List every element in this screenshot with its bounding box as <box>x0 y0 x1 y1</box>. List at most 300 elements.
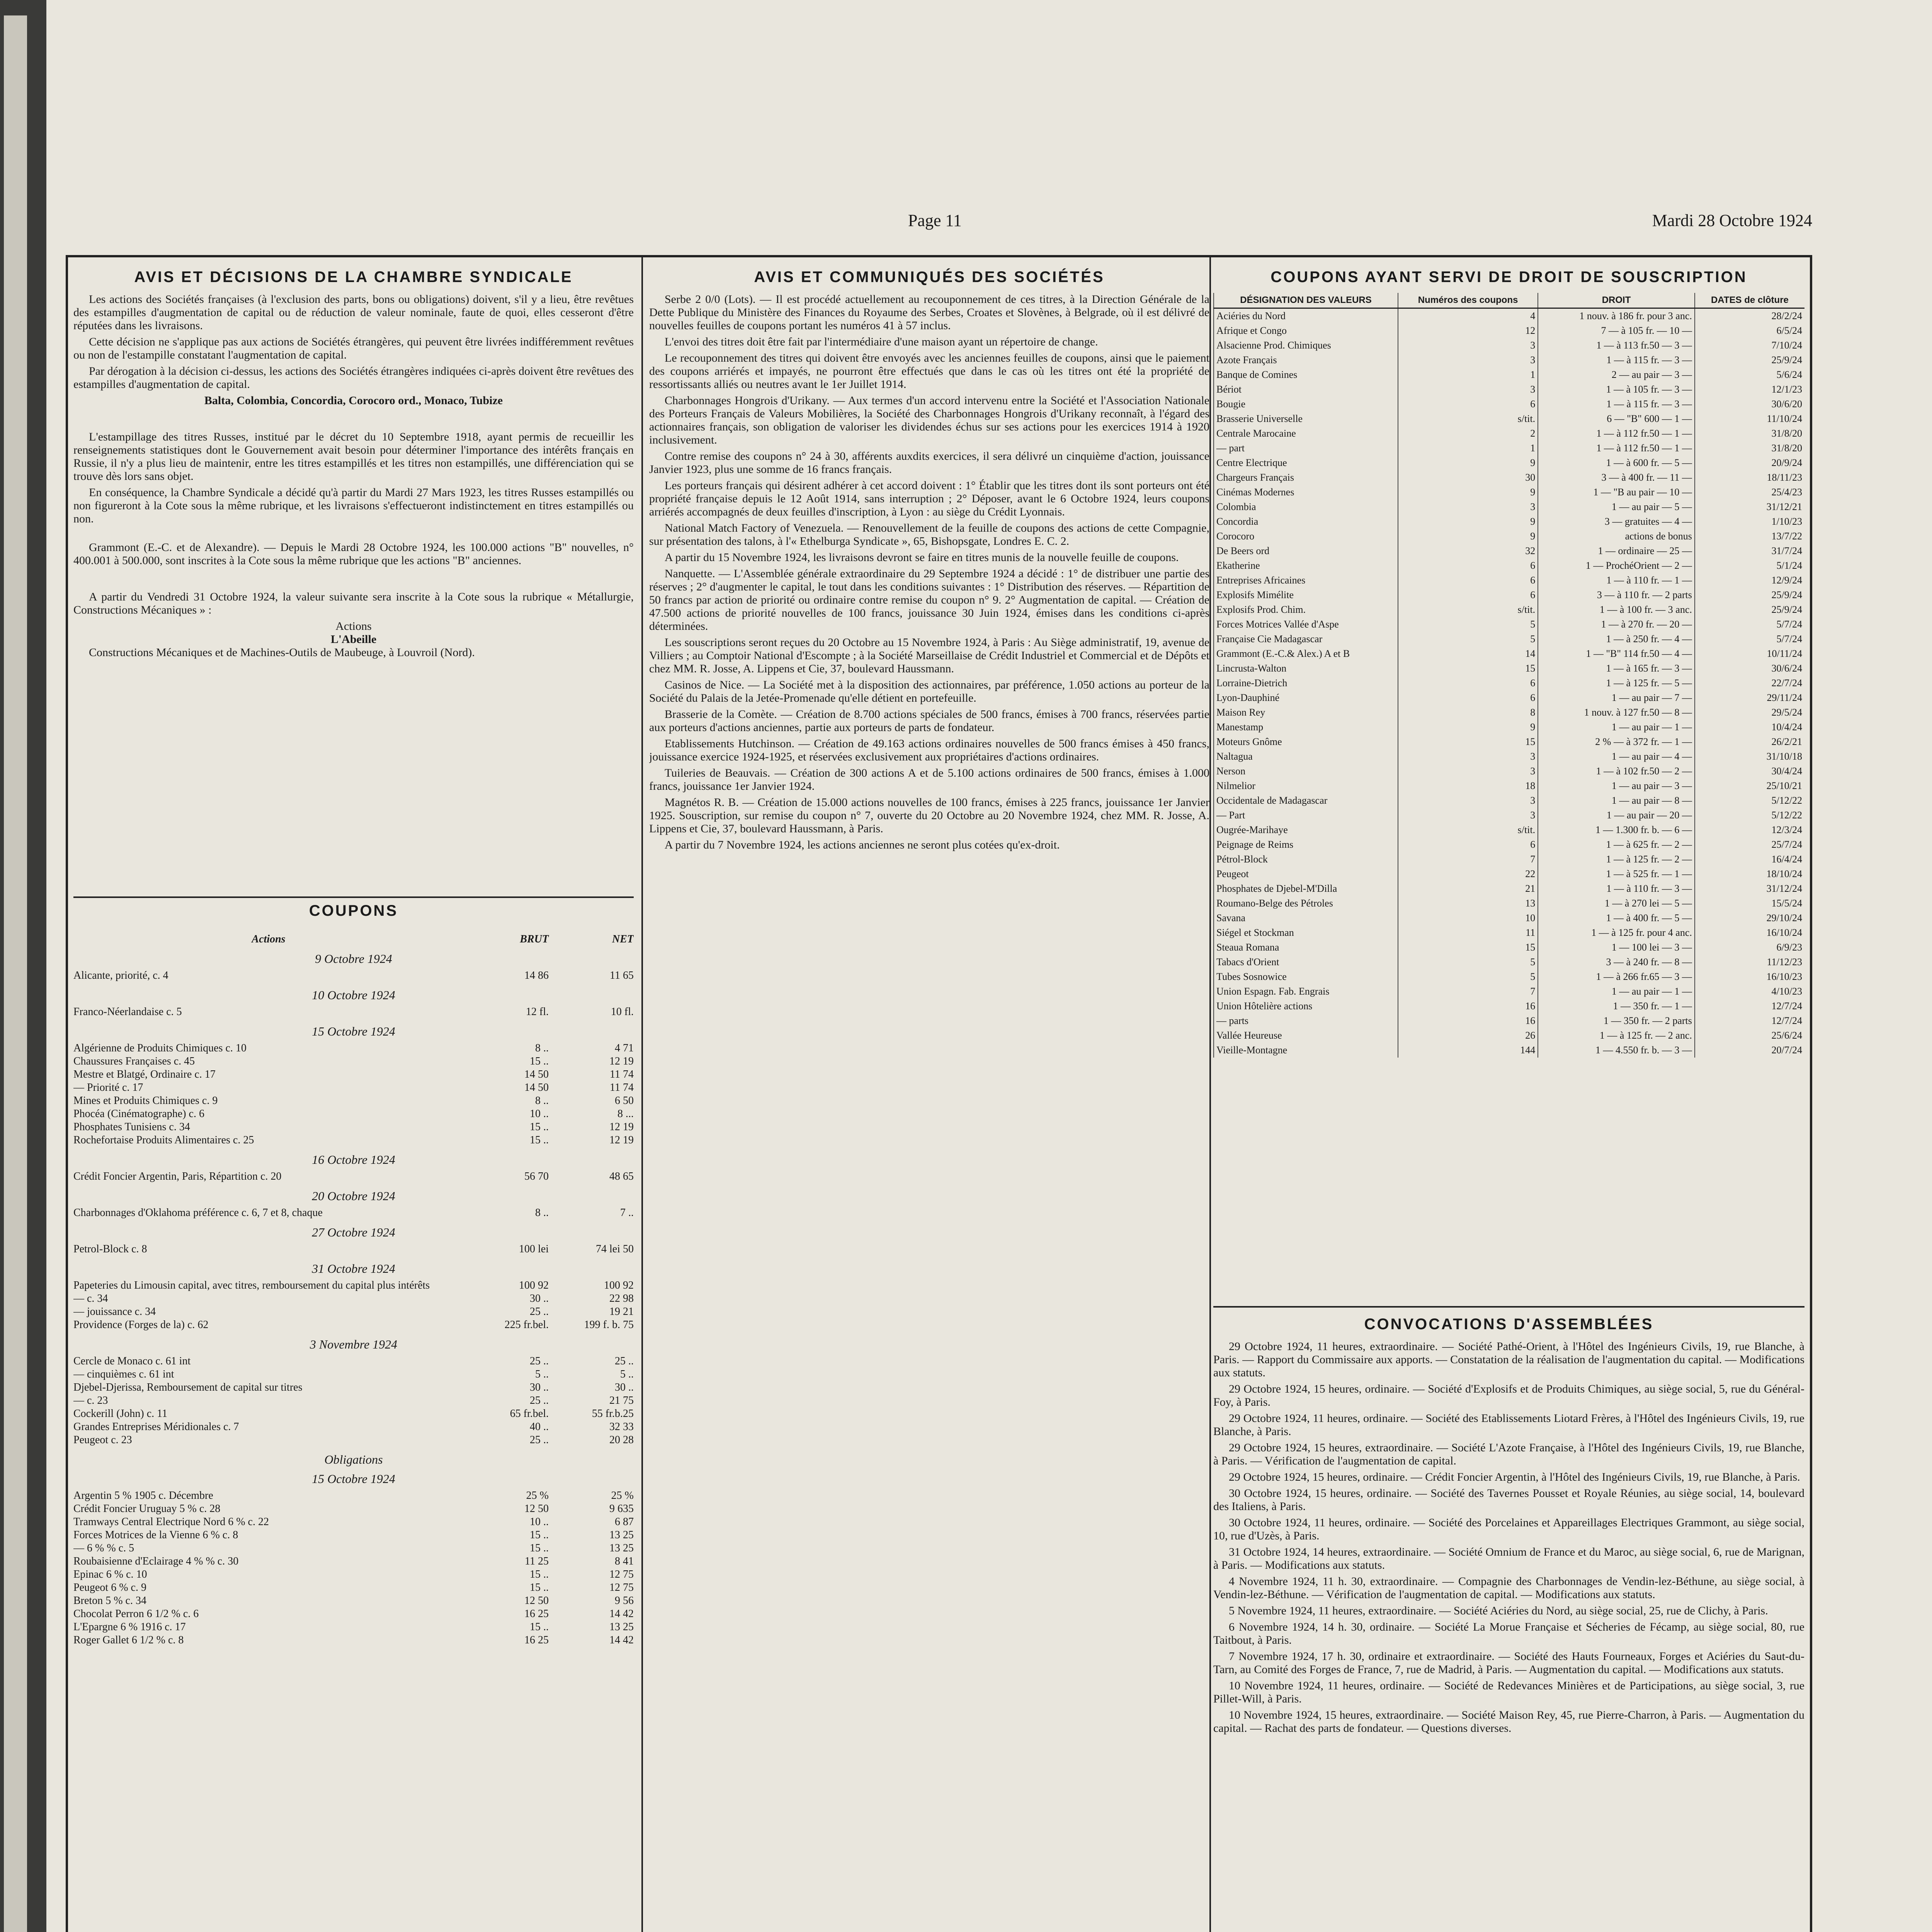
table-cell: 6 <box>1398 837 1538 852</box>
table-cell: 1 — à 125 fr. — 2 — <box>1538 852 1695 867</box>
coupon-net: 6 50 <box>615 1095 634 1107</box>
table-row <box>1214 514 1804 529</box>
table-cell: Centrale Marocaine <box>1214 426 1398 441</box>
coupon-name: Franco-Néerlandaise c. 5 <box>73 1006 182 1018</box>
table-cell: Lincrusta-Walton <box>1214 661 1398 676</box>
paragraph: Brasserie de la Comète. — Création de 8.700 actions spéciales de 500 francs, émises à 700 francs, réservées partie aux porteurs d'actions anciennes, partie aux porteurs de parts de fondateur. <box>649 708 1209 734</box>
column-coupons-souscription <box>1213 267 1804 1932</box>
table-cell: Union Hôtelière actions <box>1214 999 1398 1014</box>
table-cell: 6 <box>1398 588 1538 602</box>
table-row <box>1214 544 1804 558</box>
table-cell: Lorraine-Dietrich <box>1214 676 1398 690</box>
coupon-brut: 12 50 <box>524 1503 549 1515</box>
paragraph: L'envoi des titres doit être fait par l'intermédiaire d'une maison ayant un répertoire de change. <box>665 335 1098 348</box>
paragraph: Serbe 2 0/0 (Lots). — Il est procédé actuellement au recouponnement de ces titres, à la Direction Générale de la Dette Publique du Ministère des Finances du Royaume des Serbes, Croates et Slovènes, à Belgrade, où il est délivré de nouvelles feuilles de coupons portant les numéros 41 à 57 inclus. <box>649 293 1209 332</box>
coupon-net: 13 25 <box>609 1621 634 1633</box>
table-row <box>1214 338 1804 353</box>
coupon-net: 12 75 <box>609 1568 634 1580</box>
table-row <box>1214 793 1804 808</box>
coupon-net: 100 92 <box>604 1279 634 1291</box>
souscription-table <box>1213 293 1804 1058</box>
coupon-row <box>73 1292 634 1305</box>
table-cell: 5/6/24 <box>1695 367 1804 382</box>
table-row <box>1214 617 1804 632</box>
table-cell: Savana <box>1214 911 1398 925</box>
table-cell: s/tit. <box>1398 823 1538 837</box>
coupon-brut: 16 25 <box>524 1608 549 1620</box>
coupons-header <box>73 933 634 946</box>
col-header: Numéros des coupons <box>1398 293 1538 308</box>
table-cell: 15/5/24 <box>1695 896 1804 911</box>
paragraph: 10 Novembre 1924, 15 heures, extraordinaire. — Société Maison Rey, 45, rue Pierre-Charron, à Paris. — Augmentation du capital. — Rachat des parts de fondateur. — Questions diverses. <box>1213 1709 1804 1735</box>
coupon-row <box>73 1621 634 1634</box>
paragraph: Magnétos R. B. — Création de 15.000 actions nouvelles de 100 francs, émises à 225 francs, jouissance 1er Janvier 1925. Souscription, sur remise du coupon n° 7, ouverte du 20 Octobre au 20 Novembre 1924, chez MM. R. Josse, A. Lippens et Cie, 37, boulevard Haussmann, à Paris. <box>649 796 1209 835</box>
table-cell: 6 — "B" 600 — 1 — <box>1538 412 1695 426</box>
table-cell: Forces Motrices Vallée d'Aspe <box>1214 617 1398 632</box>
table-cell: 1 — à 115 fr. — 3 — <box>1538 397 1695 412</box>
table-row <box>1214 353 1804 367</box>
convocations-section <box>1213 1314 1804 1738</box>
table-row <box>1214 646 1804 661</box>
coupon-net: 12 19 <box>609 1055 634 1067</box>
table-cell: Vieille-Montagne <box>1214 1043 1398 1058</box>
group-date: 15 Octobre 1924 <box>312 1024 395 1038</box>
table-cell: Vallée Heureuse <box>1214 1028 1398 1043</box>
paragraph: A partir du Vendredi 31 Octobre 1924, la valeur suivante sera inscrite à la Cote sous la rubrique « Métallurgie, Constructions Mécaniques » : <box>73 590 634 616</box>
coupon-name: Tramways Central Electrique Nord 6 % c. 22 <box>73 1516 269 1528</box>
coupon-row <box>73 1502 634 1515</box>
table-cell: Centre Electrique <box>1214 456 1398 470</box>
coupon-row <box>73 1434 634 1447</box>
coupon-net: 6 87 <box>615 1516 634 1528</box>
table-row <box>1214 823 1804 837</box>
section-title: CONVOCATIONS D'ASSEMBLÉES <box>1364 1316 1654 1333</box>
paragraph: 5 Novembre 1924, 11 heures, extraordinaire. — Société Aciéries du Nord, au siège social, 25, rue de Clichy, à Paris. <box>1229 1604 1768 1617</box>
coupon-row <box>73 1355 634 1368</box>
table-row <box>1214 500 1804 514</box>
table-cell: Steaua Romana <box>1214 940 1398 955</box>
coupon-brut: 15 .. <box>530 1542 549 1554</box>
table-row <box>1214 969 1804 984</box>
coupon-name: — cinquièmes c. 61 int <box>73 1368 174 1380</box>
table-row <box>1214 881 1804 896</box>
coupon-net: 14 42 <box>609 1608 634 1620</box>
table-cell: 1 — 1.300 fr. b. — 6 — <box>1538 823 1695 837</box>
coupon-row <box>73 1542 634 1555</box>
coupon-row <box>73 1094 634 1107</box>
table-cell: 1 — ProchéOrient — 2 — <box>1538 558 1695 573</box>
table-cell: 7 — à 105 fr. — 10 — <box>1538 323 1695 338</box>
coupon-brut: 14 50 <box>524 1082 549 1094</box>
coupon-net: 14 42 <box>609 1634 634 1646</box>
table-row <box>1214 573 1804 588</box>
table-cell: 5/12/22 <box>1695 808 1804 823</box>
table-cell: 5/12/22 <box>1695 793 1804 808</box>
table-cell: Entreprises Africaines <box>1214 573 1398 588</box>
table-cell: 12/3/24 <box>1695 823 1804 837</box>
table-cell: 20/7/24 <box>1695 1043 1804 1058</box>
coupon-name: Cockerill (John) c. 11 <box>73 1408 168 1420</box>
table-cell: Maison Rey <box>1214 705 1398 720</box>
table-row <box>1214 676 1804 690</box>
coupon-row <box>73 1555 634 1568</box>
table-cell: 3 — gratuites — 4 — <box>1538 514 1695 529</box>
table-row <box>1214 720 1804 735</box>
table-cell: Ekatherine <box>1214 558 1398 573</box>
table-cell: Banque de Comines <box>1214 367 1398 382</box>
table-row <box>1214 441 1804 456</box>
coupon-name: Chaussures Françaises c. 45 <box>73 1055 195 1067</box>
table-cell: 22 <box>1398 867 1538 881</box>
coupon-row <box>73 1107 634 1121</box>
table-cell: Française Cie Madagascar <box>1214 632 1398 646</box>
section-title: AVIS ET COMMUNIQUÉS DES SOCIÉTÉS <box>754 269 1105 286</box>
paragraph: 31 Octobre 1924, 14 heures, extraordinaire. — Société Omnium de France et du Maroc, au siège social, 6, rue de Marignan, à Paris. — Modifications aux statuts. <box>1213 1546 1804 1571</box>
paragraph: Nanquette. — L'Assemblée générale extraordinaire du 29 Septembre 1924 a décidé : 1° de distribuer une partie des réserves ; 2° d'augmenter le capital, le tout dans les conditions suivantes : 1° Distribution des réserves. — Répartition de 50 francs par action de priorité ou ordinaire contre remise du coupon n° 9. 2° Augmentation de capital. — Création de 47.500 actions de priorité nouvelles de 100 francs, jouissance 30 Juin 1924, émises dans les conditions ci-après déterminées. <box>649 567 1209 633</box>
table-cell: 28/2/24 <box>1695 308 1804 324</box>
coupon-net: 9 635 <box>609 1503 634 1515</box>
paragraph: Contre remise des coupons n° 24 à 30, afférents auxdits exercices, il sera délivré un cinquième d'action, jouissance Janvier 1923, plus une somme de 16 francs français. <box>649 450 1209 476</box>
coupon-name: — jouissance c. 34 <box>73 1306 156 1318</box>
coupon-brut: 10 .. <box>530 1516 549 1528</box>
paragraph: Tuileries de Beauvais. — Création de 300 actions A et de 5.100 actions ordinaires de 500 francs, émises à 1.000 francs, jouissance 1er Janvier 1924. <box>649 767 1209 793</box>
table-cell: 3 <box>1398 338 1538 353</box>
table-row <box>1214 896 1804 911</box>
table-row <box>1214 1043 1804 1058</box>
table-cell: 6/9/23 <box>1695 940 1804 955</box>
table-cell: 2 — au pair — 3 — <box>1538 367 1695 382</box>
header-net: NET <box>612 933 634 945</box>
paragraph: Casinos de Nice. — La Société met à la disposition des actionnaires, par préférence, 1.050 actions au porteur de la Société du Palais de la Jetée-Promenade qu'elle détient en portefeuille. <box>649 679 1209 704</box>
table-cell: 1 — 350 fr. — 1 — <box>1538 999 1695 1014</box>
table-cell: Pétrol-Block <box>1214 852 1398 867</box>
table-row <box>1214 602 1804 617</box>
table-cell: Corocoro <box>1214 529 1398 544</box>
coupon-row <box>73 1055 634 1068</box>
section-title: COUPONS <box>309 902 398 919</box>
group-date: 15 Octobre 1924 <box>312 1472 395 1486</box>
table-cell: 9 <box>1398 514 1538 529</box>
table-cell: 6/5/24 <box>1695 323 1804 338</box>
coupon-row <box>73 1243 634 1256</box>
paragraph: 30 Octobre 1924, 11 heures, ordinaire. — Société des Porcelaines et Appareillages Electriques Grammont, au siège social, 10, rue d'Uzès, à Paris. <box>1213 1516 1804 1542</box>
coupon-brut: 15 .. <box>530 1055 549 1067</box>
group-date: 31 Octobre 1924 <box>312 1262 395 1276</box>
table-cell: 16 <box>1398 1014 1538 1028</box>
paragraph: 10 Novembre 1924, 11 heures, ordinaire. — Société de Redevances Minières et de Participations, au siège social, 3, rue Pillet-Will, à Paris. <box>1213 1679 1804 1705</box>
coupon-row <box>73 1305 634 1318</box>
coupon-brut: 25 .. <box>530 1395 549 1406</box>
coupon-brut: 25 % <box>526 1490 549 1502</box>
table-cell: 3 <box>1398 500 1538 514</box>
issue-date: Mardi 28 Octobre 1924 <box>1652 211 1812 230</box>
column-divider <box>1209 255 1211 1932</box>
binding-gutter <box>0 0 46 1932</box>
coupon-brut: 12 fl. <box>526 1006 549 1018</box>
coupon-brut: 100 lei <box>519 1243 549 1255</box>
table-cell: 1 — à 113 fr.50 — 3 — <box>1538 338 1695 353</box>
coupon-brut: 15 .. <box>530 1582 549 1594</box>
coupon-row <box>73 969 634 982</box>
table-cell: 12 <box>1398 323 1538 338</box>
table-cell: 1 — à 125 fr. — 5 — <box>1538 676 1695 690</box>
table-row <box>1214 558 1804 573</box>
col-header: DATES de clôture <box>1695 293 1804 308</box>
paragraph: 29 Octobre 1924, 11 heures, extraordinaire. — Société Pathé-Orient, à l'Hôtel des Ingénieurs Civils, 19, rue Blanche, à Paris. — Rapport du Commissaire aux apports. — Constatation de la réalisation de l'augmentation du capital. — Modifications aux statuts. <box>1213 1340 1804 1379</box>
table-cell: Afrique et Congo <box>1214 323 1398 338</box>
coupon-net: 11 74 <box>610 1068 634 1080</box>
table-cell: 1 — à 400 fr. — 5 — <box>1538 911 1695 925</box>
table-cell: 5 <box>1398 632 1538 646</box>
table-cell: 1 — au pair — 8 — <box>1538 793 1695 808</box>
table-cell: 5 <box>1398 969 1538 984</box>
coupon-brut: 100 92 <box>519 1279 549 1291</box>
table-cell: 1 <box>1398 441 1538 456</box>
coupon-name: Mestre et Blatgé, Ordinaire c. 17 <box>73 1068 216 1080</box>
table-cell: Naltagua <box>1214 749 1398 764</box>
coupon-row <box>73 1081 634 1094</box>
table-cell: Cinémas Modernes <box>1214 485 1398 500</box>
table-cell: Bougie <box>1214 397 1398 412</box>
coupon-net: 48 65 <box>609 1170 634 1182</box>
coupon-row <box>73 1394 634 1407</box>
paragraph: A partir du 7 Novembre 1924, les actions anciennes ne seront plus cotées qu'ex-droit. <box>665 838 1060 851</box>
table-cell: 9 <box>1398 456 1538 470</box>
coupon-row <box>73 1368 634 1381</box>
coupon-brut: 8 .. <box>535 1095 549 1107</box>
coupon-net: 11 74 <box>610 1082 634 1094</box>
coupon-name: Crédit Foncier Argentin, Paris, Répartition c. 20 <box>73 1170 282 1182</box>
table-cell: 1 — à 525 fr. — 1 — <box>1538 867 1695 881</box>
table-cell: 1 — à 110 fr. — 1 — <box>1538 573 1695 588</box>
table-cell: 10/11/24 <box>1695 646 1804 661</box>
table-cell: 6 <box>1398 676 1538 690</box>
table-row <box>1214 382 1804 397</box>
coupon-net: 21 75 <box>609 1395 634 1406</box>
societes-list <box>649 293 1209 852</box>
coupon-name: Mines et Produits Chimiques c. 9 <box>73 1095 218 1107</box>
table-cell: 4 <box>1398 308 1538 324</box>
group-date: 10 Octobre 1924 <box>312 988 395 1002</box>
table-cell: 29/5/24 <box>1695 705 1804 720</box>
table-cell: 25/10/21 <box>1695 779 1804 793</box>
table-cell: 32 <box>1398 544 1538 558</box>
table-cell: 1 — au pair — 3 — <box>1538 779 1695 793</box>
column-avis-societes <box>649 267 1209 1932</box>
table-cell: 13 <box>1398 896 1538 911</box>
table-cell: 1 — à 125 fr. — 2 anc. <box>1538 1028 1695 1043</box>
coupon-brut: 16 25 <box>524 1634 549 1646</box>
table-cell: 16/10/23 <box>1695 969 1804 984</box>
table-cell: Roumano-Belge des Pétroles <box>1214 896 1398 911</box>
table-cell: 5 <box>1398 955 1538 969</box>
coupon-net: 19 21 <box>609 1306 634 1318</box>
coupon-net: 30 .. <box>615 1381 634 1393</box>
table-cell: Lyon-Dauphiné <box>1214 690 1398 705</box>
table-cell: 1 — à 165 fr. — 3 — <box>1538 661 1695 676</box>
table-row <box>1214 984 1804 999</box>
table-cell: 1 — à 112 fr.50 — 1 — <box>1538 426 1695 441</box>
table-cell: 9 <box>1398 720 1538 735</box>
table-row <box>1214 955 1804 969</box>
table-cell: 15 <box>1398 940 1538 955</box>
table-cell: 10 <box>1398 911 1538 925</box>
coupon-brut: 12 50 <box>524 1595 549 1607</box>
table-cell: Peugeot <box>1214 867 1398 881</box>
table-cell: 31/12/24 <box>1695 881 1804 896</box>
table-cell: Alsacienne Prod. Chimiques <box>1214 338 1398 353</box>
table-cell: 25/6/24 <box>1695 1028 1804 1043</box>
table-cell: 22/7/24 <box>1695 676 1804 690</box>
table-cell: 1 — à 102 fr.50 — 2 — <box>1538 764 1695 779</box>
table-cell: 3 — à 400 fr. — 11 — <box>1538 470 1695 485</box>
coupon-net: 32 33 <box>609 1421 634 1433</box>
coupon-row <box>73 1634 634 1647</box>
header-brut: BRUT <box>520 933 549 945</box>
coupon-net: 10 fl. <box>611 1006 634 1018</box>
table-cell: 10/4/24 <box>1695 720 1804 735</box>
table-row <box>1214 690 1804 705</box>
coupon-net: 74 lei 50 <box>596 1243 634 1255</box>
coupon-net: 13 25 <box>609 1529 634 1541</box>
paragraph: 30 Octobre 1924, 15 heures, ordinaire. — Société des Tavernes Pousset et Royale Réunies, au siège social, 14, boulevard des Italiens, à Paris. <box>1213 1487 1804 1513</box>
table-cell: 9 <box>1398 485 1538 500</box>
table-cell: 29/11/24 <box>1695 690 1804 705</box>
table-row <box>1214 367 1804 382</box>
table-row <box>1214 925 1804 940</box>
coupon-row <box>73 1042 634 1055</box>
coupon-brut: 8 .. <box>535 1042 549 1054</box>
table-row <box>1214 735 1804 749</box>
paragraph: 6 Novembre 1924, 14 h. 30, ordinaire. — Société La Morue Française et Sécheries de Fécamp, au siège social, 80, rue Taitbout, à Paris. <box>1213 1621 1804 1646</box>
table-row <box>1214 426 1804 441</box>
coupon-net: 55 fr.b.25 <box>592 1408 634 1420</box>
table-cell: 144 <box>1398 1043 1538 1058</box>
table-cell: 3 <box>1398 382 1538 397</box>
coupon-name: — Priorité c. 17 <box>73 1082 143 1094</box>
table-row <box>1214 749 1804 764</box>
table-row <box>1214 705 1804 720</box>
table-cell: 30/6/20 <box>1695 397 1804 412</box>
table-row <box>1214 323 1804 338</box>
coupon-brut: 30 .. <box>530 1381 549 1393</box>
table-cell: Siégel et Stockman <box>1214 925 1398 940</box>
coupon-name: Phocéa (Cinématographe) c. 6 <box>73 1108 204 1120</box>
paragraph: Par dérogation à la décision ci-dessus, les actions des Sociétés étrangères indiquées ci-après doivent être revêtues des estampilles d'augmentation de capital. <box>73 365 634 391</box>
coupon-row <box>73 1594 634 1607</box>
table-cell: 7/10/24 <box>1695 338 1804 353</box>
convocations-list <box>1213 1340 1804 1735</box>
table-cell: Union Espagn. Fab. Engrais <box>1214 984 1398 999</box>
table-cell: Concordia <box>1214 514 1398 529</box>
coupon-name: Phosphates Tunisiens c. 34 <box>73 1121 190 1133</box>
table-cell: 25/9/24 <box>1695 353 1804 367</box>
table-cell: 25/4/23 <box>1695 485 1804 500</box>
table-cell: 31/7/24 <box>1695 544 1804 558</box>
table-cell: 20/9/24 <box>1695 456 1804 470</box>
coupon-name: Alicante, priorité, c. 4 <box>73 969 168 981</box>
coupon-row <box>73 1381 634 1394</box>
table-row <box>1214 779 1804 793</box>
table-cell: 26/2/21 <box>1695 735 1804 749</box>
coupon-net: 12 19 <box>609 1134 634 1146</box>
table-cell: 7 <box>1398 852 1538 867</box>
coupon-brut: 15 .. <box>530 1621 549 1633</box>
coupon-name: Peugeot 6 % c. 9 <box>73 1582 146 1594</box>
table-row <box>1214 837 1804 852</box>
group-date: 3 Novembre 1924 <box>310 1337 398 1351</box>
coupon-brut: 10 .. <box>530 1108 549 1120</box>
coupon-row <box>73 1170 634 1183</box>
table-cell: Aciéries du Nord <box>1214 308 1398 324</box>
table-cell: 1 nouv. à 127 fr.50 — 8 — <box>1538 705 1695 720</box>
table-cell: 1 <box>1398 367 1538 382</box>
coupons-section <box>73 900 634 1647</box>
table-cell: 11/12/23 <box>1695 955 1804 969</box>
coupon-row <box>73 1279 634 1292</box>
table-cell: 15 <box>1398 661 1538 676</box>
table-cell: Azote Français <box>1214 353 1398 367</box>
table-cell: — parts <box>1214 1014 1398 1028</box>
table-cell: Occidentale de Madagascar <box>1214 793 1398 808</box>
coupon-name: Petrol-Block c. 8 <box>73 1243 147 1255</box>
coupon-net: 4 71 <box>615 1042 634 1054</box>
table-cell: 8 <box>1398 705 1538 720</box>
table-cell: 18/11/23 <box>1695 470 1804 485</box>
table-cell: 25/9/24 <box>1695 588 1804 602</box>
table-cell: Brasserie Universelle <box>1214 412 1398 426</box>
coupon-net: 13 25 <box>609 1542 634 1554</box>
table-cell: Manestamp <box>1214 720 1398 735</box>
header-actions: Actions <box>252 933 286 945</box>
paragraph: L'Abeille <box>330 633 377 646</box>
coupon-brut: 225 fr.bel. <box>504 1319 549 1331</box>
paragraph: Les souscriptions seront reçues du 20 Octobre au 15 Novembre 1924, à Paris : Au Siège administratif, 19, avenue de Villiers ; au Comptoir National d'Escompte ; à la Société Marseillaise de Crédit Industriel et Commercial et de Dépôts et chez MM. R. Josse, A. Lippens et Cie, 37, boulevard Haussmann. <box>649 636 1209 675</box>
coupon-name: Forces Motrices de la Vienne 6 % c. 8 <box>73 1529 238 1541</box>
table-row <box>1214 764 1804 779</box>
coupon-row <box>73 1005 634 1019</box>
coupon-net: 5 .. <box>620 1368 634 1380</box>
table-cell: 7 <box>1398 984 1538 999</box>
table-row <box>1214 308 1804 324</box>
table-cell: — Part <box>1214 808 1398 823</box>
coupon-name: Algérienne de Produits Chimiques c. 10 <box>73 1042 247 1054</box>
coupon-row <box>73 1581 634 1594</box>
table-cell: 1 — à 100 fr. — 3 anc. <box>1538 602 1695 617</box>
table-row <box>1214 412 1804 426</box>
table-row <box>1214 470 1804 485</box>
coupon-name: Roubaisienne d'Eclairage 4 % % c. 30 <box>73 1555 239 1567</box>
table-cell: 1 — à 250 fr. — 4 — <box>1538 632 1695 646</box>
table-cell: 31/8/20 <box>1695 441 1804 456</box>
coupon-name: Peugeot c. 23 <box>73 1434 132 1446</box>
coupon-net: 12 75 <box>609 1582 634 1594</box>
coupon-name: Roger Gallet 6 1/2 % c. 8 <box>73 1634 184 1646</box>
table-cell: 5/7/24 <box>1695 632 1804 646</box>
table-cell: 13/7/22 <box>1695 529 1804 544</box>
table-cell: 1 — à 625 fr. — 2 — <box>1538 837 1695 852</box>
table-cell: 1 — à 110 fr. — 3 — <box>1538 881 1695 896</box>
table-row <box>1214 1028 1804 1043</box>
coupon-brut: 65 fr.bel. <box>510 1408 549 1420</box>
table-row <box>1214 632 1804 646</box>
table-cell: 1 — à 270 fr. — 20 — <box>1538 617 1695 632</box>
coupon-row <box>73 1121 634 1134</box>
table-cell: actions de bonus <box>1538 529 1695 544</box>
group-date: 16 Octobre 1924 <box>312 1153 395 1167</box>
coupon-row <box>73 1318 634 1332</box>
table-cell: 31/12/21 <box>1695 500 1804 514</box>
